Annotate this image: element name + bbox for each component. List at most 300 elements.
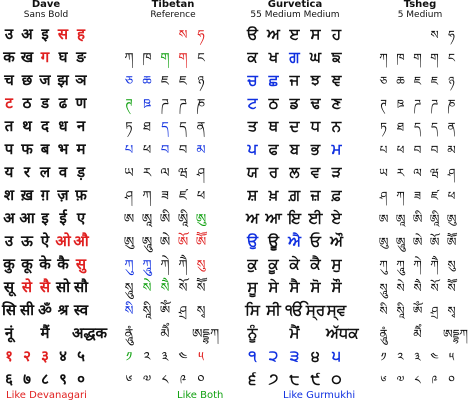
gurvetica-glyph: ਜ (289, 71, 300, 89)
dave-glyph: इ (41, 209, 49, 227)
tsheg-row (375, 91, 460, 114)
dave-glyph: ड (40, 94, 50, 112)
tibetan-glyph: ཨོཾ (159, 304, 171, 319)
tibetan-glyph: སོ (178, 281, 188, 296)
dave-glyph: श (3, 186, 15, 204)
gurvetica-row (242, 137, 347, 160)
dave-row (0, 183, 90, 206)
dave-glyph: ५ (77, 347, 85, 365)
gurvetica-glyph: ਟ (247, 94, 258, 112)
tsheg-glyph: ཐ (396, 120, 405, 134)
gurvetica-glyph: ੳ (247, 25, 258, 43)
tsheg-glyph: ཀཻ (430, 258, 439, 272)
tsheg-glyph: ཨེ (412, 235, 423, 249)
gurvetica-row (242, 367, 347, 390)
dave-glyph: ० (77, 370, 85, 388)
tibetan-glyph: ཌ (179, 97, 187, 112)
gurvetica-title: Gurvetica (267, 0, 323, 10)
tibetan-glyph: སཱུ (124, 281, 134, 296)
gurvetica-glyph: ੮ (289, 370, 300, 388)
gurvetica-glyph: ੭ (268, 370, 279, 388)
tibetan-glyph: སུ (196, 258, 206, 273)
tsheg-glyph: ཉ (448, 74, 455, 88)
dave-glyph: सौ (73, 278, 89, 296)
tsheg-glyph: སྭ (447, 304, 456, 318)
gurvetica-glyph: ਣ (331, 94, 342, 112)
dave-glyph: ट (5, 94, 13, 112)
tibetan-glyph: ༩ (179, 373, 187, 388)
tibetan-glyph: པ (124, 143, 134, 158)
tsheg-glyph: ༧ (396, 373, 405, 387)
tibetan-row (120, 321, 220, 344)
gurvetica-glyph: ਨੂੰ (247, 324, 258, 342)
dave-glyph: क (3, 48, 15, 66)
gurvetica-row (242, 252, 347, 275)
dave-glyph: द (41, 117, 49, 135)
tsheg-glyph: ཋ (396, 97, 405, 111)
dave-glyph: सी (19, 301, 35, 319)
gurvetica-row (242, 321, 359, 344)
tsheg-row (375, 344, 460, 367)
gurvetica-glyph: ੲ (289, 25, 300, 43)
gurvetica-glyph: ਬ (289, 140, 300, 158)
gurvetica-glyph: ਸ੍ਵ (326, 301, 347, 319)
tibetan-glyph: ཤ (124, 189, 134, 204)
tibetan-glyph: སྭ (196, 304, 206, 319)
tibetan-glyph: སཻ (160, 281, 170, 296)
gurvetica-glyph: ਕੇ (289, 255, 300, 273)
gurvetica-row (242, 45, 347, 68)
tsheg-glyph: ཊ (380, 97, 387, 111)
gurvetica-glyph: ਘ (309, 48, 322, 66)
tsheg-glyph: ཎ (447, 97, 456, 111)
tsheg-glyph: ནཱུཾ (379, 327, 388, 341)
dave-glyph: न (76, 117, 86, 135)
dave-glyph: ग (40, 48, 50, 66)
tibetan-glyph: ཆ (142, 74, 152, 89)
tsheg-glyph: ད (414, 120, 421, 134)
gurvetica-row (242, 275, 347, 298)
gurvetica-glyph: ਈ (308, 209, 323, 227)
gurvetica-glyph: ਸੂ (247, 278, 258, 296)
tibetan-glyph: ཨཽ (195, 235, 207, 250)
dave-row (0, 298, 90, 321)
tsheg-glyph: ཨཱ (395, 212, 406, 226)
tibetan-glyph: ཨུ (195, 212, 207, 227)
tibetan-glyph: ད (179, 120, 187, 135)
gurvetica-glyph-column (242, 22, 359, 390)
tsheg-glyph: ཤ (379, 189, 388, 203)
gurvetica-glyph: ਐ (288, 232, 301, 250)
dave-row (0, 229, 90, 252)
dave-glyph: थ (22, 117, 32, 135)
gurvetica-glyph: ਭ (310, 140, 321, 158)
gurvetica-glyph: ਢ (310, 94, 321, 112)
legend-gurmukhi: Like Gurmukhi (283, 390, 356, 401)
dave-glyph: सि (1, 301, 17, 319)
tsheg-glyph: ཨོཾ (412, 304, 423, 318)
gurvetica-glyph: ਖ (268, 48, 279, 66)
dave-glyph: म (76, 140, 86, 158)
tibetan-glyph: ༡ (125, 350, 133, 365)
tibetan-glyph: ཀུ (124, 258, 134, 273)
dave-glyph: अ (3, 209, 15, 227)
tibetan-glyph: ད (161, 120, 169, 135)
dave-glyph: र (23, 163, 31, 181)
tsheg-glyph: ༢ (397, 350, 404, 364)
dave-glyph: नूं (4, 324, 14, 342)
dave-row (0, 114, 90, 137)
tibetan-glyph: ཇ (179, 74, 187, 89)
tibetan-row (120, 114, 210, 137)
tsheg-glyph: ཧ (448, 28, 455, 42)
tsheg-glyph: ཨུ (446, 212, 457, 226)
gurvetica-glyph: ਖ਼ (268, 186, 279, 204)
tibetan-glyph: ཨཱུ (141, 235, 153, 250)
gurvetica-glyph: ਸੈ (289, 278, 300, 296)
tsheg-row (375, 137, 460, 160)
gurvetica-row (242, 91, 347, 114)
dave-glyph: इ (41, 25, 49, 43)
tsheg-glyph: པ (379, 143, 388, 157)
gurvetica-glyph: ਔ (330, 232, 343, 250)
gurvetica-row (242, 206, 347, 229)
dave-glyph: सु (75, 255, 87, 273)
gurvetica-glyph: ਫ (268, 140, 279, 158)
tsheg-glyph: ༠ (448, 373, 455, 387)
tibetan-row (120, 367, 210, 390)
gurvetica-glyph: ਸ੍ਰ (305, 301, 326, 319)
tsheg-glyph: ག (413, 51, 422, 65)
gurvetica-glyph: ਯ (246, 163, 258, 181)
tibetan-glyph: བ (178, 143, 188, 158)
tsheg-glyph: ༥ (448, 350, 455, 364)
dave-glyph: ख़ (20, 186, 34, 204)
dave-row (0, 344, 90, 367)
tibetan-glyph: ཀ (142, 189, 152, 204)
gurvetica-glyph: ਅੱਧਕ (326, 324, 359, 342)
gurvetica-glyph: ਹ (331, 25, 342, 43)
tibetan-glyph: ཨོ (177, 235, 189, 250)
tibetan-glyph: ག (178, 51, 188, 66)
tibetan-glyph: ཎ (196, 97, 206, 112)
dave-row (0, 367, 90, 390)
tibetan-glyph: བ (160, 143, 170, 158)
gurvetica-glyph: ਸੁ (331, 255, 342, 273)
tibetan-glyph: ཁ (142, 51, 152, 66)
tibetan-glyph: སཽ (196, 281, 206, 296)
tsheg-glyph: སཱི (396, 304, 405, 318)
gurvetica-glyph: ਛ (268, 71, 279, 89)
tibetan-row (120, 91, 210, 114)
gurvetica-glyph: ਸੇ (268, 278, 279, 296)
tibetan-glyph: ༥ (198, 350, 204, 365)
tibetan-glyph: ཨཱི (177, 212, 189, 227)
tibetan-glyph: སཱི (142, 304, 152, 319)
tsheg-glyph: ཨཱུ (395, 235, 406, 249)
gurvetica-glyph: ਕੁ (247, 255, 258, 273)
tibetan-glyph: མཻཾ (160, 327, 170, 342)
tibetan-glyph: ཝ (178, 166, 188, 181)
tsheg-glyph: ཨུ (378, 235, 389, 249)
tibetan-glyph: ༠ (197, 373, 205, 388)
gurvetica-glyph: ਠ (268, 94, 279, 112)
tibetan-subtitle: Reference (150, 10, 196, 20)
gurvetica-glyph: ਲ (289, 163, 300, 181)
tsheg-glyph: སཱུ (379, 281, 388, 295)
dave-glyph: फ (21, 140, 33, 158)
gurvetica-glyph: ੜ (331, 163, 342, 181)
tibetan-row (120, 45, 210, 68)
tibetan-glyph: ༣ (161, 350, 169, 365)
gurvetica-row (242, 183, 347, 206)
tsheg-glyph: སཽ (447, 281, 456, 295)
dave-row (0, 22, 90, 45)
dave-glyph: कै (57, 255, 69, 273)
dave-subtitle: Sans Bold (23, 10, 69, 20)
gurvetica-glyph: ਉ (247, 232, 258, 250)
gurvetica-subtitle: 55 Medium Medium (250, 10, 340, 20)
tibetan-glyph: ཨ (123, 212, 135, 227)
tsheg-glyph: ལ (413, 166, 422, 180)
gurvetica-glyph: ੯ (310, 370, 321, 388)
gurvetica-glyph: ਕੈ (310, 255, 321, 273)
gurvetica-glyph: ਫ਼ (331, 186, 342, 204)
gurvetica-glyph: ਇ (287, 209, 302, 227)
gurvetica-glyph: ੦ (331, 370, 342, 388)
tsheg-glyph: ཇ (413, 74, 422, 88)
tibetan-glyph: སི (124, 304, 134, 319)
tsheg-row (375, 68, 460, 91)
dave-glyph: ७ (23, 370, 31, 388)
tibetan-glyph: ཤྲ (178, 304, 188, 319)
legend-both: Like Both (177, 390, 224, 401)
tsheg-glyph: སོ (430, 281, 439, 295)
gurvetica-glyph: ਸੌ (331, 278, 342, 296)
tsheg-row (375, 275, 460, 298)
tibetan-glyph: ས (178, 28, 188, 43)
gurvetica-row (242, 114, 347, 137)
tibetan-row (120, 22, 210, 45)
gurvetica-glyph: ੴ (285, 301, 304, 319)
tsheg-glyph: ཨོ (429, 235, 440, 249)
tsheg-glyph: ཀ (379, 51, 388, 65)
dave-glyph: प (4, 140, 14, 158)
dave-glyph: ॐ (38, 301, 52, 319)
tsheg-glyph: ༡ (380, 350, 387, 364)
gurvetica-glyph: ਮ (331, 140, 342, 158)
tibetan-glyph: ནཱུཾ (124, 327, 134, 342)
dave-glyph: ढ (58, 94, 68, 112)
gurvetica-row (242, 160, 347, 183)
dave-glyph: मैं (40, 324, 50, 342)
gurvetica-glyph: ਗ (289, 48, 300, 66)
tsheg-glyph: ༨ (414, 373, 421, 387)
tibetan-glyph: ན (196, 120, 206, 135)
tibetan-row (120, 229, 210, 252)
gurvetica-glyph: ੩ (289, 347, 300, 365)
gurvetica-glyph: ਏ (331, 209, 342, 227)
gurvetica-glyph: ਜ਼ (310, 186, 321, 204)
tibetan-row (120, 252, 210, 275)
gurvetica-glyph: ਸੋ (310, 278, 321, 296)
dave-glyph: उ (4, 25, 14, 43)
dave-glyph: ठ (22, 94, 32, 112)
dave-glyph: अद्धक (72, 324, 107, 342)
gurvetica-glyph: ਡ (289, 94, 300, 112)
tibetan-glyph: ཇ (161, 74, 169, 89)
dave-glyph: कू (21, 255, 33, 273)
tsheg-glyph: ཨདྡྷཀ (443, 327, 469, 341)
tsheg-glyph: ཌ (414, 97, 421, 111)
tibetan-glyph: ཀཻ (178, 258, 188, 273)
dave-row (0, 206, 90, 229)
gurvetica-glyph: ਧ (310, 117, 321, 135)
tsheg-glyph: སུ (447, 258, 456, 272)
gurvetica-glyph: ਊ (268, 232, 279, 250)
dave-glyph: ३ (41, 347, 49, 365)
tsheg-glyph: ༤ (430, 350, 439, 364)
dave-title: Dave (31, 0, 61, 10)
tsheg-glyph: ཌ (431, 97, 438, 111)
dave-glyph: ६ (5, 370, 13, 388)
dave-glyph: घ (58, 48, 68, 66)
dave-glyph: अ (21, 25, 33, 43)
tsheg-glyph: ན (447, 120, 456, 134)
tibetan-row (120, 183, 210, 206)
dave-glyph: ल (39, 163, 51, 181)
dave-glyph: सो (55, 278, 71, 296)
dave-glyph: २ (23, 347, 31, 365)
dave-glyph: ञ (75, 71, 87, 89)
gurvetica-glyph: ੬ (248, 370, 257, 388)
tsheg-row (375, 206, 460, 229)
dave-glyph: औ (73, 232, 89, 250)
tsheg-row (375, 367, 460, 390)
tibetan-glyph: ག (160, 51, 170, 66)
tsheg-glyph: ཨཽ (446, 235, 457, 249)
tsheg-glyph: ཏ (380, 120, 387, 134)
gurvetica-glyph: ਗ਼ (288, 186, 301, 204)
gurvetica-glyph: ਤ (247, 117, 258, 135)
tibetan-glyph: ཀེ (160, 258, 170, 273)
gurvetica-row (242, 229, 347, 252)
dave-glyph: ऊ (21, 232, 33, 250)
dave-glyph-column (0, 22, 107, 390)
gurvetica-glyph: ੫ (332, 347, 341, 365)
tsheg-glyph: ད (431, 120, 438, 134)
tsheg-glyph: ཀ (396, 189, 405, 203)
dave-glyph: ख (20, 48, 34, 66)
tsheg-glyph: ཤྲ (430, 304, 439, 318)
tibetan-glyph: ཟ (161, 189, 169, 204)
tibetan-row (120, 206, 210, 229)
tsheg-glyph: ཇ (430, 74, 439, 88)
tibetan-glyph: ཅ (124, 74, 134, 89)
tsheg-row (375, 45, 460, 68)
tibetan-glyph: ཨུ (123, 235, 135, 250)
dave-glyph: १ (5, 347, 13, 365)
gurvetica-glyph: ਸੀ (266, 301, 281, 319)
dave-glyph: झ (57, 71, 69, 89)
tsheg-glyph: སཻ (413, 281, 422, 295)
tibetan-row (120, 137, 210, 160)
gurvetica-glyph: ਦ (289, 117, 300, 135)
tsheg-glyph: ར (396, 166, 405, 180)
dave-glyph: स (57, 25, 69, 43)
tsheg-row (375, 114, 460, 137)
tsheg-glyph: ཨ (378, 212, 389, 226)
tibetan-glyph: ང (197, 51, 205, 66)
dave-row (0, 252, 90, 275)
tibetan-row (120, 298, 210, 321)
tsheg-glyph: ཛ (430, 189, 439, 203)
tibetan-row (120, 275, 210, 298)
dave-glyph: सू (3, 278, 15, 296)
dave-glyph: ग़ (40, 186, 50, 204)
dave-glyph: फ़ (75, 186, 87, 204)
tsheg-subtitle: 5 Medium (397, 10, 443, 20)
tibetan-glyph: ༦ (125, 373, 133, 388)
tsheg-glyph: ༦ (380, 373, 387, 387)
gurvetica-glyph: ੨ (268, 347, 279, 365)
dave-glyph: कु (3, 255, 15, 273)
gurvetica-glyph: ਙ (331, 48, 342, 66)
tibetan-glyph: ཧ (197, 28, 205, 43)
dave-glyph: ज़ (57, 186, 69, 204)
tsheg-glyph: ས (430, 28, 439, 42)
tibetan-glyph: ཊ (125, 97, 133, 112)
dave-glyph: ज (39, 71, 51, 89)
tsheg-glyph: ཝ (430, 166, 439, 180)
gurvetica-glyph: ਅ (246, 209, 259, 227)
tsheg-glyph: མཻཾ (413, 327, 422, 341)
dave-glyph: ओ (55, 232, 71, 250)
tibetan-glyph: ཀ (124, 51, 134, 66)
tsheg-glyph: སེ (396, 281, 405, 295)
tsheg-glyph: མ (447, 143, 456, 157)
tsheg-glyph: ཟ (413, 189, 422, 203)
gurvetica-glyph: ੧ (248, 347, 257, 365)
tsheg-glyph: ག (430, 51, 439, 65)
tibetan-glyph-column (120, 22, 220, 390)
dave-glyph: ऐ (40, 232, 50, 250)
gurvetica-glyph: ਸ਼ (247, 186, 258, 204)
gurvetica-glyph: ਓ (310, 232, 321, 250)
tsheg-glyph: ཆ (396, 74, 405, 88)
gurvetica-glyph: ਞ (331, 71, 342, 89)
tsheg-row (375, 298, 460, 321)
tibetan-glyph: ཨཱ (141, 212, 153, 227)
dave-glyph: छ (21, 71, 33, 89)
gurvetica-header (240, 0, 350, 20)
dave-glyph: के (39, 255, 51, 273)
dave-glyph: व (58, 163, 68, 181)
gurvetica-glyph: ਵ (310, 163, 321, 181)
tsheg-glyph: སི (379, 304, 388, 318)
tsheg-glyph: ཅ (379, 74, 388, 88)
gurvetica-glyph: ਕ (247, 48, 258, 66)
tsheg-glyph: ༩ (431, 373, 438, 387)
tibetan-glyph: ཀཱུ (142, 258, 152, 273)
dave-row (0, 137, 90, 160)
tibetan-glyph: ཡ (124, 166, 134, 181)
tibetan-glyph: ཨི (159, 212, 171, 227)
tibetan-glyph: ཋ (143, 97, 151, 112)
gurvetica-glyph: ੪ (311, 347, 320, 365)
tibetan-row (120, 344, 210, 367)
tibetan-glyph: ཏ (125, 120, 133, 135)
